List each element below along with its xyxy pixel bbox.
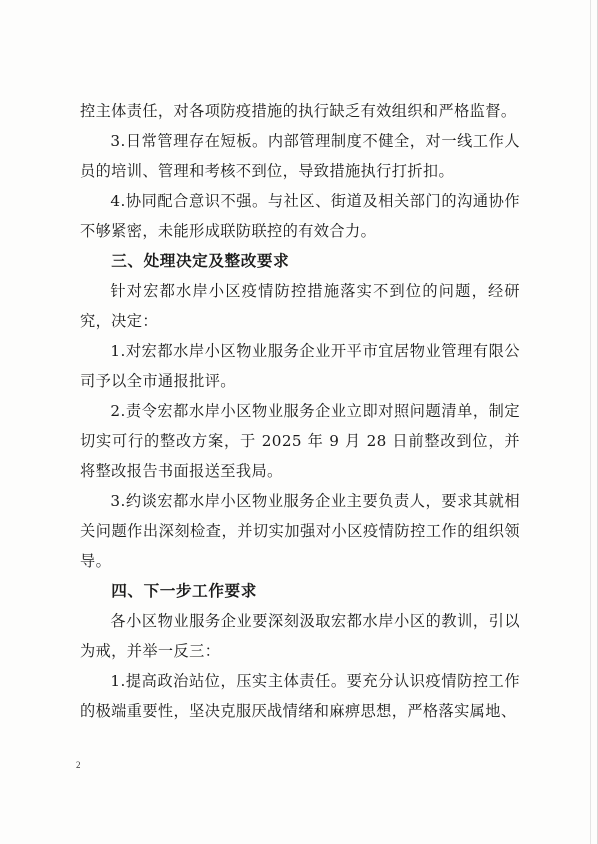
- page-number: 2: [76, 760, 81, 770]
- paragraph-decision-3: 3.约谈宏都水岸小区物业服务企业主要负责人，要求其就相关问题作出深刻检查，并切实加强对小区疫情防控工作的组织领导。: [80, 492, 520, 570]
- section-heading-4: 四、下一步工作要求: [111, 582, 257, 600]
- paragraph-requirement-1: 1.提高政治站位，压实主体责任。要充分认识疫情防控工作的极端重要性，坚决克服厌战情绪和麻痹思想，严格落实属地、: [80, 672, 520, 720]
- document-body: [80, 96, 520, 726]
- paragraph-decision-intro: 针对宏都水岸小区疫情防控措施落实不到位的问题，经研究，决定：: [80, 282, 520, 330]
- paragraph-continuation: 控主体责任，对各项防疫措施的执行缺乏有效组织和严格监督。: [80, 102, 517, 120]
- paragraph-requirements-intro: 各小区物业服务企业要深刻汲取宏都水岸小区的教训，引以为戒，并举一反三：: [80, 612, 520, 660]
- paragraph-decision-2: 2.责令宏都水岸小区物业服务企业立即对照问题清单，制定切实可行的整改方案，于 2025 年 9 月 28 日前整改到位，并将整改报告书面报送至我局。: [80, 402, 520, 480]
- paragraph-decision-1: 1.对宏都水岸小区物业服务企业开平市宜居物业管理有限公司予以全市通报批评。: [80, 342, 520, 390]
- scan-edge: [590, 0, 591, 844]
- paragraph-item-3: 3.日常管理存在短板。内部管理制度不健全，对一线工作人员的培训、管理和考核不到位，导致措施执行打折扣。: [80, 132, 520, 180]
- paragraph-item-4: 4.协同配合意识不强。与社区、街道及相关部门的沟通协作不够紧密，未能形成联防联控的有效合力。: [80, 192, 520, 240]
- section-heading-3: 三、处理决定及整改要求: [111, 252, 290, 270]
